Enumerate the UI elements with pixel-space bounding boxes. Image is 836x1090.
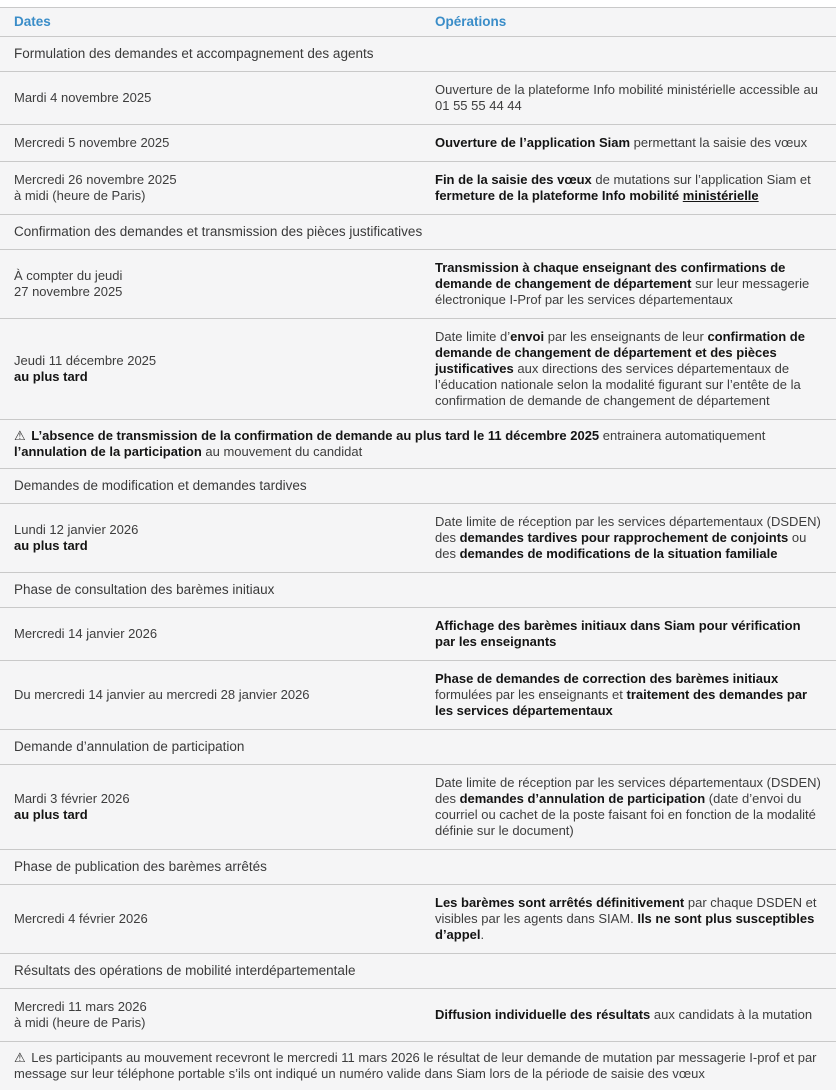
text-segment: à midi (heure de Paris): [14, 188, 146, 203]
calendar-row: [0, 162, 836, 215]
operation-cell: [433, 125, 836, 162]
date-cell: [0, 250, 433, 319]
text-segment: aux directions des services départementaux de l’éducation nationale selon la modalité figurant sur l’entête de la confirmation de demande de changement de département: [435, 361, 801, 408]
emphasis-text: Fin de la saisie des vœux: [435, 172, 592, 187]
date-line: [14, 188, 425, 204]
text-segment: Mardi 4 novembre 2025: [14, 90, 151, 105]
section-row: [0, 730, 836, 765]
operation-cell: [433, 162, 836, 215]
text-segment: Les participants au mouvement recevront le mercredi 11 mars 2026 le résultat de leur demande de mutation par messagerie I-prof et par message sur leur téléphone portable s’ils ont indiqué un numéro valide dans Siam lors de la période de saisie des vœux: [14, 1050, 817, 1081]
calendar-row: [0, 608, 836, 661]
calendar-table: [0, 7, 836, 1090]
text-segment: Mercredi 4 février 2026: [14, 911, 148, 926]
text-segment: Mercredi 11 mars 2026: [14, 999, 147, 1014]
calendar-row: [0, 125, 836, 162]
date-line: [14, 626, 425, 642]
operation-cell: [433, 319, 836, 420]
text-segment: Mardi 3 février 2026: [14, 791, 130, 806]
text-segment: Lundi 12 janvier 2026: [14, 522, 138, 537]
date-cell: [0, 765, 433, 850]
emphasis-text: envoi: [510, 329, 544, 344]
text-segment: À compter du jeudi: [14, 268, 122, 283]
emphasis-text: fermeture de la plateforme Info mobilité: [435, 188, 683, 203]
date-cell: [0, 125, 433, 162]
section-row: [0, 215, 836, 250]
date-cell: [0, 885, 433, 954]
emphasis-text: au plus tard: [14, 538, 88, 553]
warning-text: [0, 1042, 836, 1090]
date-line: [14, 172, 425, 188]
calendar-row: [0, 250, 836, 319]
date-line: [14, 522, 425, 538]
date-line: [14, 911, 425, 927]
section-row: [0, 573, 836, 608]
date-line: [14, 135, 425, 151]
calendar-row: [0, 72, 836, 125]
text-segment: 27 novembre 2025: [14, 284, 122, 299]
calendar-row: [0, 504, 836, 573]
calendar-row: [0, 319, 836, 420]
calendar-row: [0, 661, 836, 730]
emphasis-text: demandes de modifications de la situation familiale: [460, 546, 778, 561]
col-header-dates: Dates: [0, 8, 433, 37]
emphasis-text: demandes d’annulation de participation: [460, 791, 706, 806]
emphasis-text: au plus tard: [14, 807, 88, 822]
section-title: Phase de publication des barèmes arrêtés: [0, 850, 836, 885]
date-cell: [0, 162, 433, 215]
date-line: [14, 687, 425, 703]
date-cell: [0, 989, 433, 1042]
text-segment: (date d’envoi du courriel ou cachet de la poste faisant foi en fonction de la modalité définie sur le document): [435, 791, 816, 838]
section-title: Résultats des opérations de mobilité interdépartementale: [0, 954, 836, 989]
warning-icon: ⚠: [14, 428, 31, 443]
section-title: Phase de consultation des barèmes initiaux: [0, 573, 836, 608]
emphasis-text: Les barèmes sont arrêtés définitivement: [435, 895, 684, 910]
text-segment: .: [481, 927, 485, 942]
calendar-page: [0, 7, 836, 1090]
text-segment: au mouvement du candidat: [202, 444, 362, 459]
col-header-operations: Opérations: [433, 8, 836, 37]
emphasis-text: au plus tard: [14, 369, 88, 384]
text-segment: Du mercredi 14 janvier au mercredi 28 janvier 2026: [14, 687, 310, 702]
warning-text: [0, 420, 836, 469]
operation-cell: [433, 250, 836, 319]
warning-icon: ⚠: [14, 1050, 31, 1065]
operation-cell: [433, 608, 836, 661]
text-segment: Date limite de réception par les services départementaux (DSDEN) des: [435, 514, 821, 545]
warning-row: [0, 420, 836, 469]
date-line: [14, 791, 425, 807]
emphasis-text: Phase de demandes de correction des barèmes initiaux: [435, 671, 778, 686]
date-cell: [0, 608, 433, 661]
date-cell: [0, 504, 433, 573]
operation-cell: [433, 765, 836, 850]
calendar-row: [0, 989, 836, 1042]
section-row: [0, 37, 836, 72]
date-line: [14, 1015, 425, 1031]
text-segment: Mercredi 14 janvier 2026: [14, 626, 157, 641]
date-line: [14, 369, 425, 385]
calendar-row: [0, 885, 836, 954]
emphasis-text: demandes tardives pour rapprochement de conjoints: [460, 530, 789, 545]
section-title: Demandes de modification et demandes tardives: [0, 469, 836, 504]
date-line: [14, 268, 425, 284]
warning-row: [0, 1042, 836, 1090]
text-segment: de mutations sur l’application Siam et: [592, 172, 811, 187]
date-line: [14, 538, 425, 554]
calendar-row: [0, 765, 836, 850]
date-cell: [0, 319, 433, 420]
text-segment: aux candidats à la mutation: [650, 1007, 812, 1022]
text-segment: Date limite d’: [435, 329, 510, 344]
section-title: Confirmation des demandes et transmission des pièces justificatives: [0, 215, 836, 250]
text-segment: ou des: [435, 530, 806, 561]
date-line: [14, 353, 425, 369]
text-segment: à midi (heure de Paris): [14, 1015, 146, 1030]
text-segment: par chaque DSDEN et visibles par les agents dans SIAM.: [435, 895, 817, 926]
text-segment: Jeudi 11 décembre 2025: [14, 353, 156, 368]
text-segment: Ouverture de la plateforme Info mobilité ministérielle accessible au 01 55 55 44 44: [435, 82, 818, 113]
section-row: [0, 850, 836, 885]
section-row: [0, 469, 836, 504]
text-segment: permettant la saisie des vœux: [630, 135, 807, 150]
date-cell: [0, 72, 433, 125]
operation-cell: [433, 661, 836, 730]
text-segment: Date limite de réception par les services départementaux (DSDEN) des: [435, 775, 821, 806]
emphasis-text: ministérielle: [683, 188, 759, 203]
text-segment: Mercredi 26 novembre 2025: [14, 172, 177, 187]
emphasis-text: Diffusion individuelle des résultats: [435, 1007, 650, 1022]
emphasis-text: Ils ne sont plus susceptibles d’appel: [435, 911, 814, 942]
section-title: Demande d’annulation de participation: [0, 730, 836, 765]
emphasis-text: l’annulation de la participation: [14, 444, 202, 459]
date-line: [14, 284, 425, 300]
operation-cell: [433, 72, 836, 125]
emphasis-text: Transmission à chaque enseignant des confirmations de demande de changement de département: [435, 260, 785, 291]
emphasis-text: L’absence de transmission de la confirmation de demande au plus tard le 11 décembre 2025: [31, 428, 599, 443]
section-row: [0, 954, 836, 989]
emphasis-text: Affichage des barèmes initiaux dans Siam pour vérification par les enseignants: [435, 618, 801, 649]
emphasis-text: traitement des demandes par les services départementaux: [435, 687, 807, 718]
text-segment: sur leur messagerie électronique I-Prof par les services départementaux: [435, 276, 809, 307]
operation-cell: [433, 885, 836, 954]
text-segment: entrainera automatiquement: [599, 428, 765, 443]
operation-cell: [433, 989, 836, 1042]
operation-cell: [433, 504, 836, 573]
emphasis-text: Ouverture de l’application Siam: [435, 135, 630, 150]
text-segment: formulées par les enseignants et: [435, 687, 627, 702]
table-header-row: [0, 8, 836, 37]
date-line: [14, 90, 425, 106]
text-segment: Mercredi 5 novembre 2025: [14, 135, 169, 150]
date-line: [14, 999, 425, 1015]
text-segment: par les enseignants de leur: [544, 329, 707, 344]
table-body: [0, 37, 836, 1090]
date-cell: [0, 661, 433, 730]
date-line: [14, 807, 425, 823]
section-title: Formulation des demandes et accompagnement des agents: [0, 37, 836, 72]
emphasis-text: confirmation de demande de changement de département et des pièces justificatives: [435, 329, 805, 376]
